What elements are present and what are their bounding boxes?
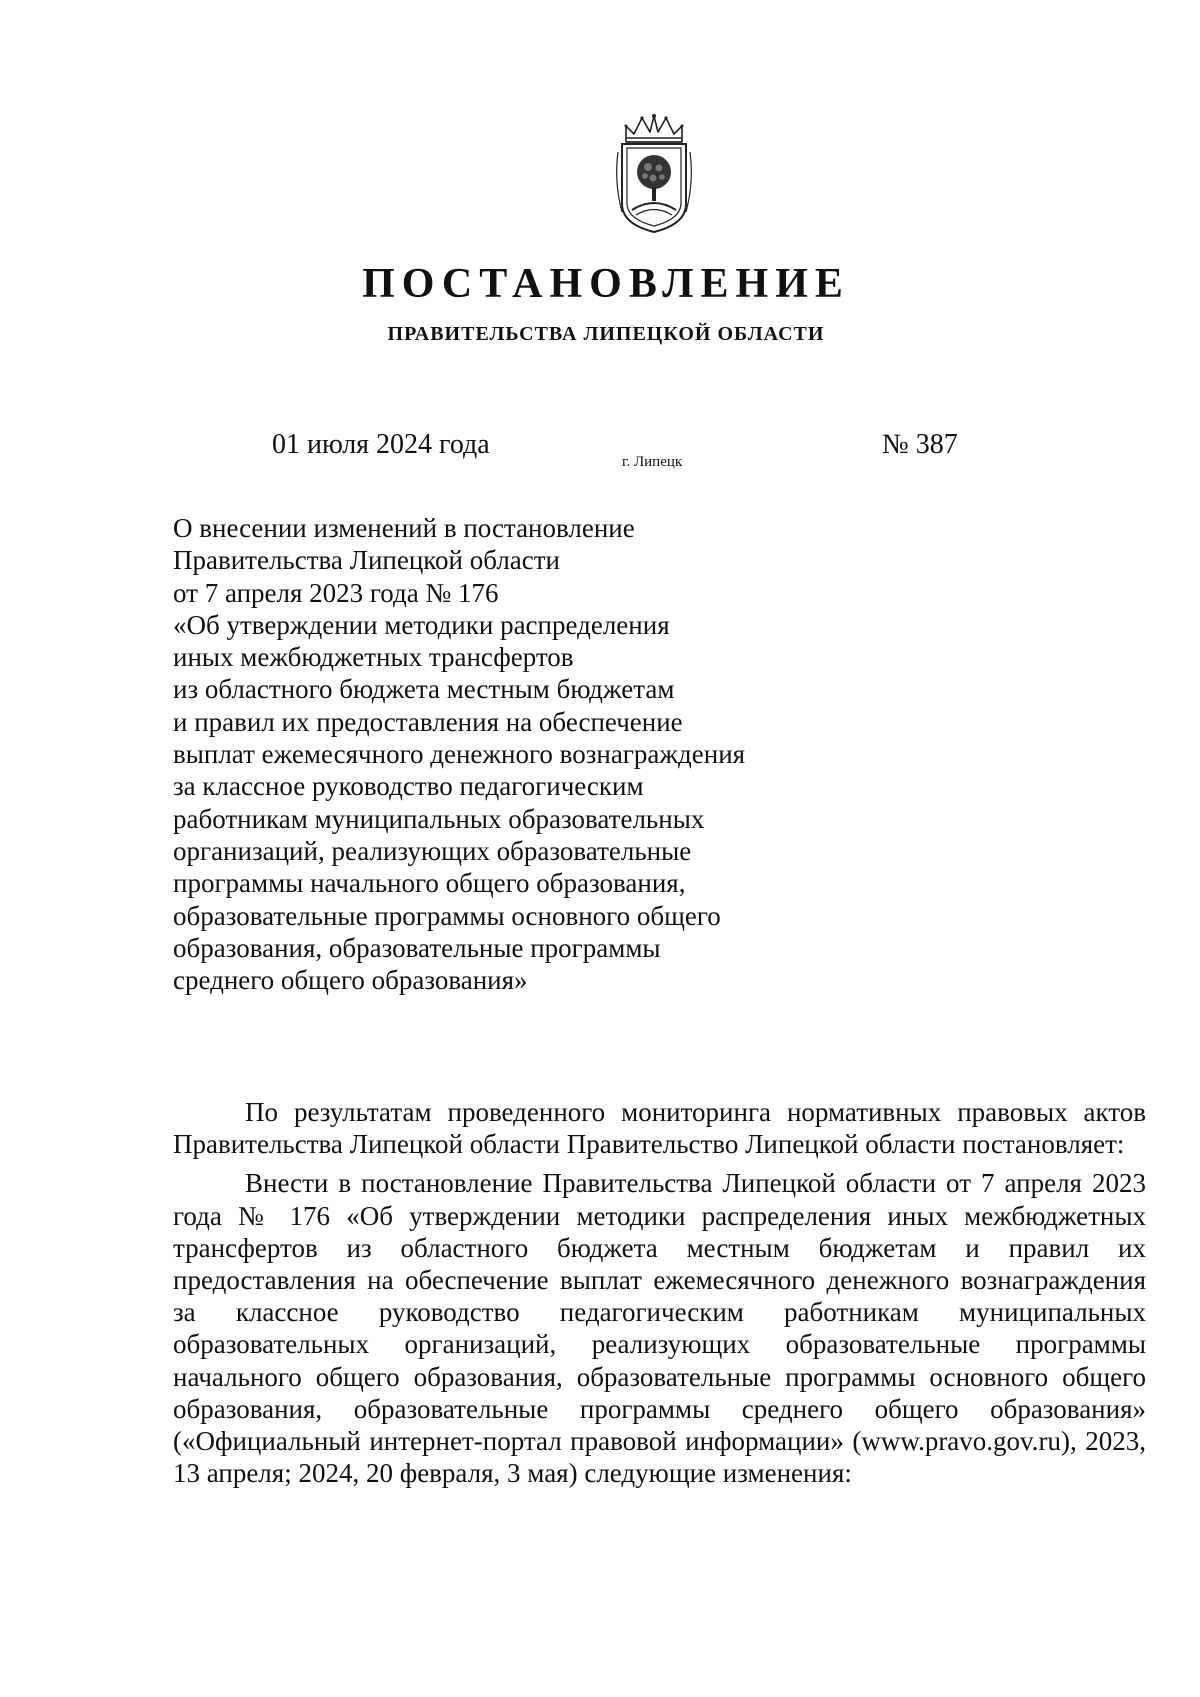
title-line: иных межбюджетных трансфертов <box>173 642 574 673</box>
title-line: образовательные программы основного общего <box>173 900 721 931</box>
body-paragraph: Внести в постановление Правительства Липецкой области от 7 апреля 2023 года № 176 «Об утверждении методики распределения иных межбюджетных трансфертов из областного бюджета местным бюджетам и правил их предоставления на обеспечение выплат ежемесячного денежного вознаграждения за классное руководство педагогическим работникам муниципальных образовательных организаций, реализующих образовательные программы начального общего образования, образовательные программы основного общего образования, образовательные программы среднего общего образования» («Официальный интернет-портал правовой информации» (www.pravo.gov.ru), 2023, 13 апреля; 2024, 20 февраля, 3 мая) следующие изменения: <box>173 1168 1146 1489</box>
title-line: за классное руководство педагогическим <box>173 771 644 802</box>
title-line: среднего общего образования» <box>173 965 528 996</box>
title-line: О внесении изменений в постановление <box>173 513 635 543</box>
document-body <box>173 1096 1146 1496</box>
title-line: выплат ежемесячного денежного вознаграждения <box>173 739 746 770</box>
document-number: № 387 <box>882 429 958 460</box>
title-line: программы начального общего образования, <box>173 868 686 899</box>
document-city: г. Липецк <box>622 454 683 470</box>
document-date: 01 июля 2024 года <box>272 429 490 460</box>
title-line: «Об утверждении методики распределения <box>173 609 670 640</box>
document-title <box>173 512 893 996</box>
document-type-heading: ПОСТАНОВЛЕНИЕ <box>362 261 850 307</box>
title-line: образования, образовательные программы <box>173 932 661 963</box>
title-line: работникам муниципальных образовательных <box>173 803 705 834</box>
title-line: из областного бюджета местным бюджетам <box>173 674 675 705</box>
title-line: и правил их предоставления на обеспечение <box>173 706 683 737</box>
coat-of-arms-icon <box>612 112 696 236</box>
title-line: от 7 апреля 2023 года № 176 <box>173 577 499 608</box>
title-line: Правительства Липецкой области <box>173 545 561 576</box>
body-paragraph: По результатам проведенного мониторинга нормативных правовых актов Правительства Липецкой области Правительство Липецкой области постановляет: <box>173 1097 1146 1160</box>
title-line: организаций, реализующих образовательные <box>173 835 692 866</box>
issuer-heading: ПРАВИТЕЛЬСТВА ЛИПЕЦКОЙ ОБЛАСТИ <box>387 323 825 345</box>
